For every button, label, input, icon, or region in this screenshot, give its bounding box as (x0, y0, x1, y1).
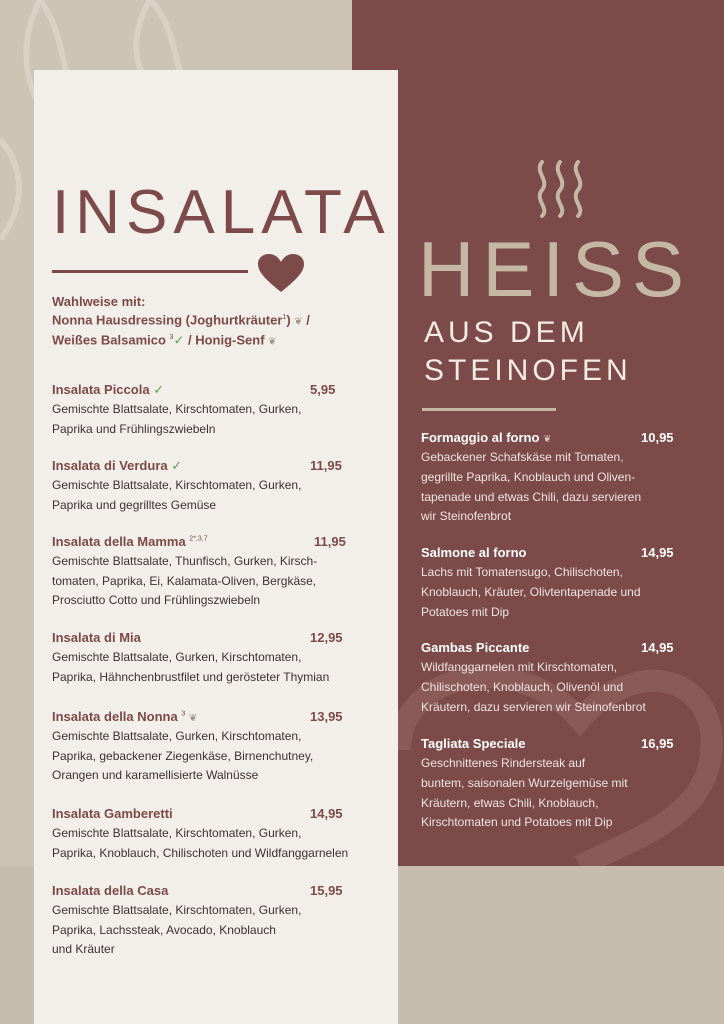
leaf-icon: ❦ (294, 316, 303, 328)
leaf-icon: ❦ (543, 434, 552, 445)
item-description: Knoblauch, Kräuter, Olivtentapenade und (421, 584, 641, 599)
menu-item-tagliata-speciale (421, 736, 681, 833)
menu-item-insalata-gamberetti (52, 806, 382, 863)
menu-item-insalata-della-nonna (52, 709, 382, 786)
dressing-line: Weißes Balsamico $^3$✓ / Honig-Senf ❦ (52, 332, 277, 348)
item-description: Gemischte Blattsalate, Thunfisch, Gurken, Kirsch- (52, 554, 318, 568)
menu-item-formaggio-al-forno (421, 430, 681, 527)
allergen-codes: 2*,3,7 (189, 535, 208, 543)
menu-item-insalata-piccola (52, 382, 382, 439)
item-description: Gemischte Blattsalate, Kirschtomaten, Gurken, (52, 478, 302, 492)
item-price: 14,95 (641, 640, 674, 655)
item-description: und Kräuter (52, 942, 115, 956)
dressing-intro: Wahlweise mit: (52, 294, 146, 309)
item-name: Insalata di Verdura (52, 458, 168, 473)
item-description: Potatoes mit Dip (421, 604, 510, 619)
item-description: Kräutern, etwas Chili, Knoblauch, (421, 795, 599, 810)
dressing-line: Nonna Hausdressing (Joghurtkräuter$^1$) ❦ / (52, 312, 310, 328)
item-name: Tagliata Speciale (421, 736, 526, 751)
leaf-icon: ❦ (268, 336, 277, 348)
item-price: 10,95 (641, 430, 674, 445)
item-description: Wildfanggarnelen mit Kirschtomaten, (421, 660, 618, 674)
item-description: Chilischoten, Knoblauch, Olivenöl und (421, 679, 624, 694)
check-icon: ✓ (173, 332, 185, 348)
item-description: Gemischte Blattsalate, Kirschtomaten, Gurken, (52, 826, 302, 840)
item-description: Paprika, Hähnchenbrustfilet und gerösteter Thymian (52, 669, 330, 684)
menu-item-insalata-della-casa (52, 883, 382, 960)
item-description: Paprika, Lachssteak, Avocado, Knoblauch (52, 922, 276, 937)
item-description: Paprika, gebackener Ziegenkäse, Birnenchutney, (52, 748, 314, 763)
dressing-options (52, 294, 372, 351)
item-description: tapenade und etwas Chili, dazu servieren (421, 489, 642, 504)
divider (52, 270, 248, 273)
item-description: Lachs mit Tomatensugo, Chilischoten, (421, 565, 623, 579)
item-name: Insalata Gamberetti (52, 806, 173, 821)
divider (422, 408, 556, 411)
item-description: Gemischte Blattsalate, Kirschtomaten, Gurken, (52, 903, 302, 917)
item-description: Gemischte Blattsalate, Gurken, Kirschtomaten, (52, 650, 302, 664)
item-name: Salmone al forno (421, 545, 527, 560)
menu-item-insalata-di-verdura (52, 458, 382, 515)
item-description: Paprika und Frühlingszwiebeln (52, 421, 216, 436)
menu-item-insalata-di-mia (52, 630, 382, 687)
menu-item-insalata-della-mamma (52, 534, 382, 611)
item-price: 16,95 (641, 736, 674, 751)
menu-item-salmone-al-forno (421, 545, 681, 622)
item-description: Kirschtomaten und Potatoes mit Dip (421, 815, 613, 830)
item-price: 15,95 (310, 883, 343, 898)
item-name: Formaggio al forno (421, 430, 540, 445)
section-title-insalata: INSALATA (52, 178, 391, 247)
menu-item-gambas-piccante (421, 640, 681, 717)
item-name: Insalata di Mia (52, 630, 141, 645)
item-description: Paprika und gegrilltes Gemüse (52, 497, 217, 512)
item-name: Gambas Piccante (421, 640, 530, 655)
item-description: wir Steinofenbrot (421, 509, 512, 524)
item-description: buntem, saisonalen Wurzelgemüse mit (421, 775, 628, 790)
check-icon: ✓ (153, 382, 165, 397)
item-price: 14,95 (641, 545, 674, 560)
steam-icon (532, 158, 588, 220)
item-price: 11,95 (314, 534, 346, 549)
leaf-icon: ❦ (188, 713, 198, 724)
check-icon: ✓ (171, 458, 183, 473)
item-name: Insalata Piccola (52, 382, 150, 397)
item-name: Insalata della Casa (52, 883, 169, 898)
section-title-heiss: HEISS (418, 225, 693, 313)
item-description: Orangen und karamellisierte Walnüsse (52, 768, 259, 782)
section-subtitle: AUS DEM STEINOFEN (424, 316, 632, 387)
item-price: 12,95 (310, 630, 343, 645)
heart-icon (258, 254, 304, 294)
item-description: Geschnittenes Rindersteak auf (421, 756, 586, 770)
item-price: 13,95 (310, 709, 343, 724)
item-description: Gemischte Blattsalate, Gurken, Kirschtomaten, (52, 729, 302, 743)
item-description: Kräutern, dazu servieren wir Steinofenbrot (421, 699, 646, 714)
item-description: Paprika, Knoblauch, Chilischoten und Wildfanggarnelen (52, 845, 349, 860)
item-description: gegrillte Paprika, Knoblauch und Oliven- (421, 469, 636, 484)
item-price: 11,95 (310, 458, 342, 473)
item-description: Prosciutto Cotto und Frühlingszwiebeln (52, 593, 261, 607)
item-description: Gebackener Schafskäse mit Tomaten, (421, 450, 624, 464)
item-description: tomaten, Paprika, Ei, Kalamata-Oliven, Bergkäse, (52, 573, 317, 588)
item-price: 14,95 (310, 806, 343, 821)
allergen-codes: 3 (181, 710, 186, 718)
item-description: Gemischte Blattsalate, Kirschtomaten, Gurken, (52, 402, 302, 416)
item-price: 5,95 (310, 382, 336, 397)
item-name: Insalata della Mamma (52, 534, 186, 549)
item-name: Insalata della Nonna (52, 709, 178, 724)
